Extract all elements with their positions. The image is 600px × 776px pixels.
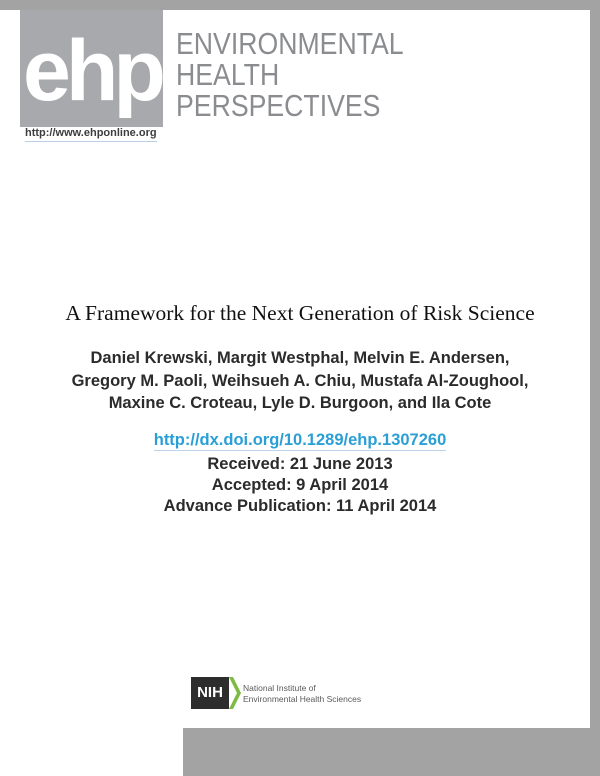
bottom-frame-bar [183,728,600,776]
advance-publication-date: Advance Publication: 11 April 2014 [163,497,437,515]
nih-institute-name [243,683,433,705]
article-title: A Framework for the Next Generation of Risk Science [65,301,535,325]
doi-container [0,431,600,450]
nih-arrow-icon [229,677,241,709]
right-frame-bar [590,0,600,776]
ehp-logo [20,10,163,127]
author-line: Daniel Krewski, Margit Westphal, Melvin E. Andersen, [90,349,510,367]
nih-institute-line: Environmental Health Sciences [243,694,362,704]
journal-website-link[interactable]: http://www.ehponline.org [25,127,157,142]
author-line: Gregory M. Paoli, Weihsueh A. Chiu, Mustafa Al-Zoughool, [71,371,529,390]
nih-badge: NIH [191,677,229,709]
author-list [40,347,560,415]
received-date: Received: 21 June 2013 [207,455,393,473]
author-line: Maxine C. Croteau, Lyle D. Burgoon, and Ila Cote [108,394,492,412]
journal-name-line: ENVIRONMENTAL [176,26,404,61]
ehp-logo-text: ehp [23,23,161,119]
doi-link[interactable]: http://dx.doi.org/10.1289/ehp.1307260 [153,431,447,449]
top-frame-bar [0,0,600,10]
journal-name-line: PERSPECTIVES [176,88,381,123]
publication-dates [0,454,600,517]
journal-name-line: HEALTH [176,57,280,92]
nih-institute-line: National Institute of [243,683,316,693]
journal-name [176,28,404,121]
accepted-date: Accepted: 9 April 2014 [211,476,389,494]
